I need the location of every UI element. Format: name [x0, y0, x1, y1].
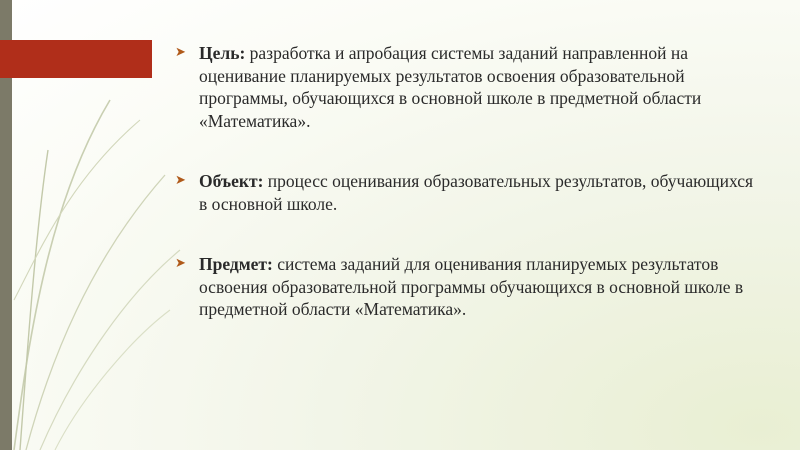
arrow-bullet-icon: ➤ — [175, 173, 186, 188]
bullet-goal-text — [199, 42, 765, 132]
bullet-goal-body: разработка и апробация системы заданий направленной на оценивание планируемых результатов освоения образовательной программы, обучающихся в основной школе в предметной области «Математика». — [199, 43, 702, 131]
bullet-subject — [175, 253, 765, 321]
bullet-subject-text — [199, 253, 765, 321]
bullet-object-label: Объект: — [199, 171, 264, 191]
bullet-object-text — [199, 170, 765, 215]
bullet-goal-label: Цель: — [199, 43, 246, 63]
bullet-subject-body: система заданий для оценивания планируемых результатов освоения образовательной программы обучающихся в основной школе в предметной области «Математика». — [199, 254, 744, 319]
arrow-bullet-icon: ➤ — [175, 256, 186, 271]
bullet-object-body: процесс оценивания образовательных результатов, обучающихся в основной школе. — [199, 171, 754, 214]
arrow-bullet-icon: ➤ — [175, 45, 186, 60]
bullet-subject-label: Предмет: — [199, 254, 273, 274]
bullet-object — [175, 170, 765, 215]
content — [175, 42, 765, 359]
accent-bar — [0, 40, 152, 78]
bullet-goal — [175, 42, 765, 132]
